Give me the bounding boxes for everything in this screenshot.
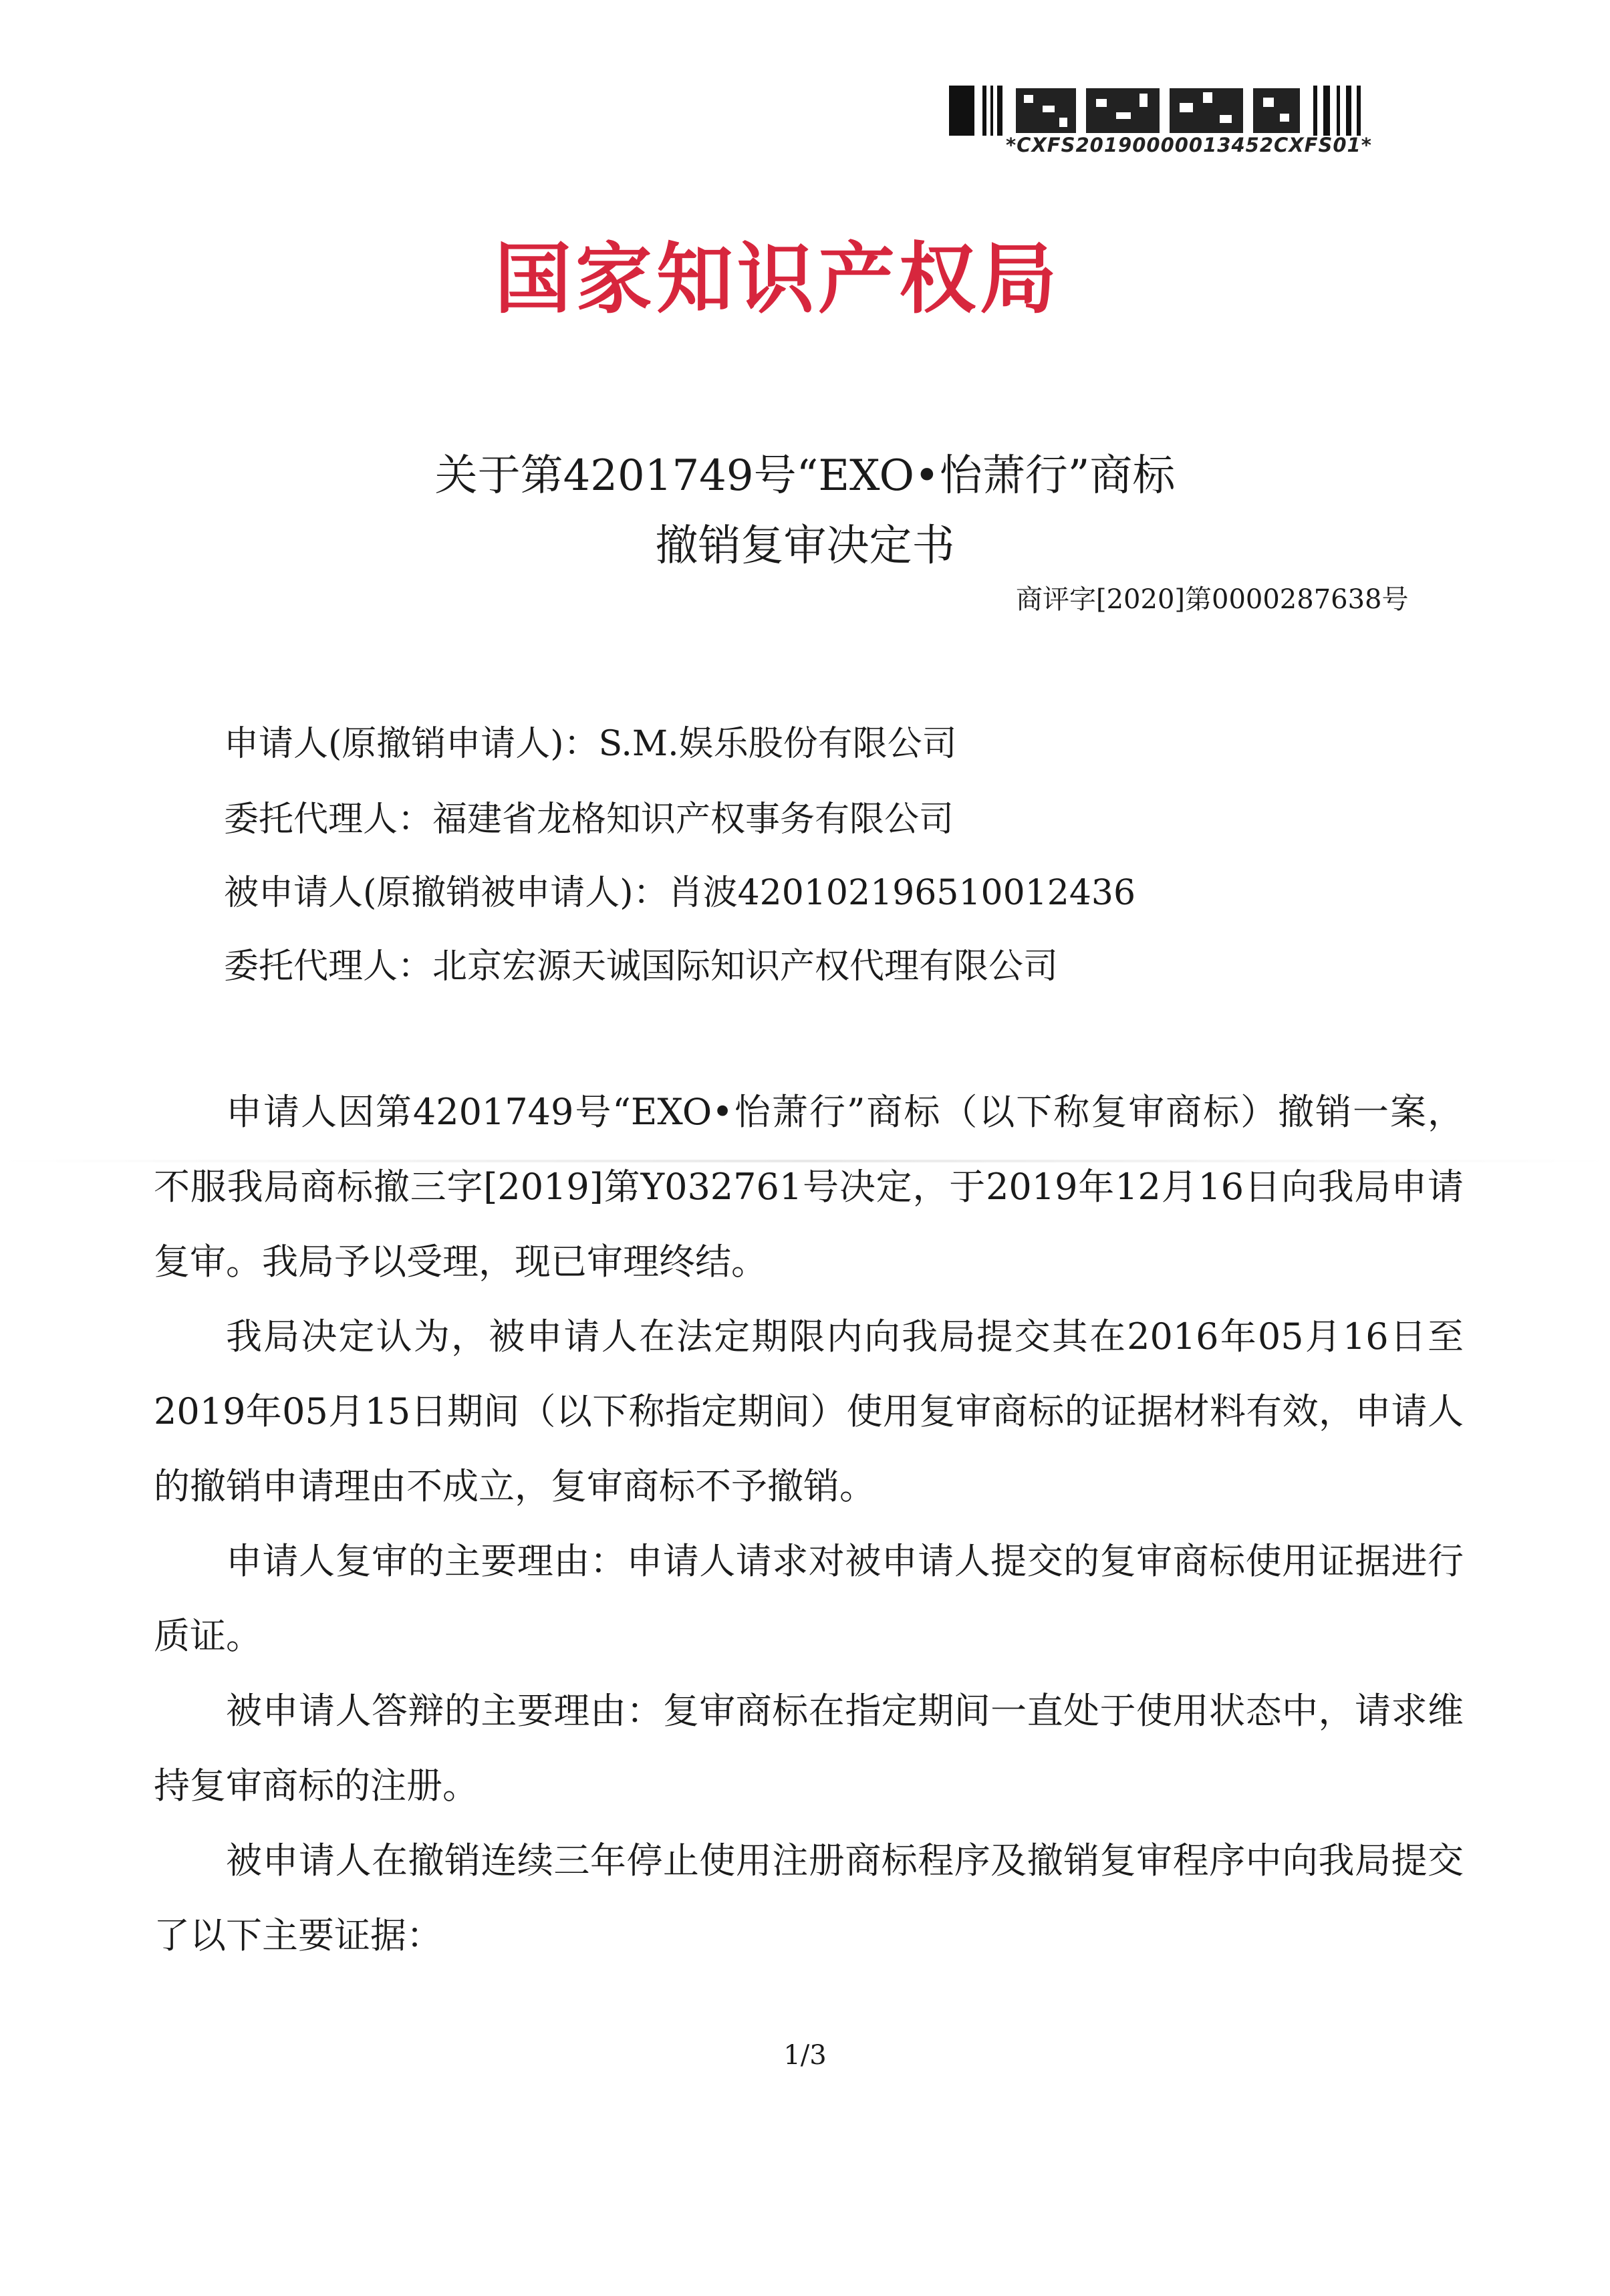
body-paragraph: 申请人复审的主要理由：申请人请求对被申请人提交的复审商标使用证据进行质证。	[154, 1540, 1464, 1657]
party-respondent-agent: 委托代理人：北京宏源天诚国际知识产权代理有限公司	[224, 946, 1059, 987]
document-title-line-2: 撤销复审决定书	[655, 521, 955, 571]
barcode	[949, 86, 1363, 136]
party-applicant: 申请人(原撤销申请人)：S.M.娱乐股份有限公司	[224, 724, 957, 764]
party-respondent: 被申请人(原撤销被申请人)：肖波420102196510012436	[224, 873, 1136, 913]
document-number: 商评字[2020]第0000287638号	[1016, 584, 1409, 615]
barcode-number: *CXFS20190000013452CXFS01*	[1006, 134, 1372, 156]
page-number: 1/3	[783, 2040, 827, 2071]
body-paragraph: 被申请人答辩的主要理由：复审商标在指定期间一直处于使用状态中，请求维持复审商标的注册。	[154, 1690, 1464, 1807]
body-paragraph: 我局决定认为，被申请人在法定期限内向我局提交其在2016年05月16日至2019年05月15日期间（以下称指定期间）使用复审商标的证据材料有效，申请人的撤销申请理由不成立，复审商标不予撤销。	[154, 1315, 1464, 1507]
body-paragraph: 被申请人在撤销连续三年停止使用注册商标程序及撤销复审程序中向我局提交了以下主要证据：	[154, 1839, 1464, 1956]
body-paragraph: 申请人因第4201749号“EXO•怡萧行”商标（以下称复审商标）撤销一案，不服我局商标撤三字[2019]第Y032761号决定，于2019年12月16日向我局申请复审。我局予以受理，现已审理终结。	[154, 1091, 1464, 1283]
party-applicant-agent: 委托代理人：福建省龙格知识产权事务有限公司	[224, 799, 954, 840]
agency-name: 国家知识产权局	[495, 235, 1061, 324]
document-title-line-1: 关于第4201749号“EXO•怡萧行”商标	[434, 451, 1176, 501]
